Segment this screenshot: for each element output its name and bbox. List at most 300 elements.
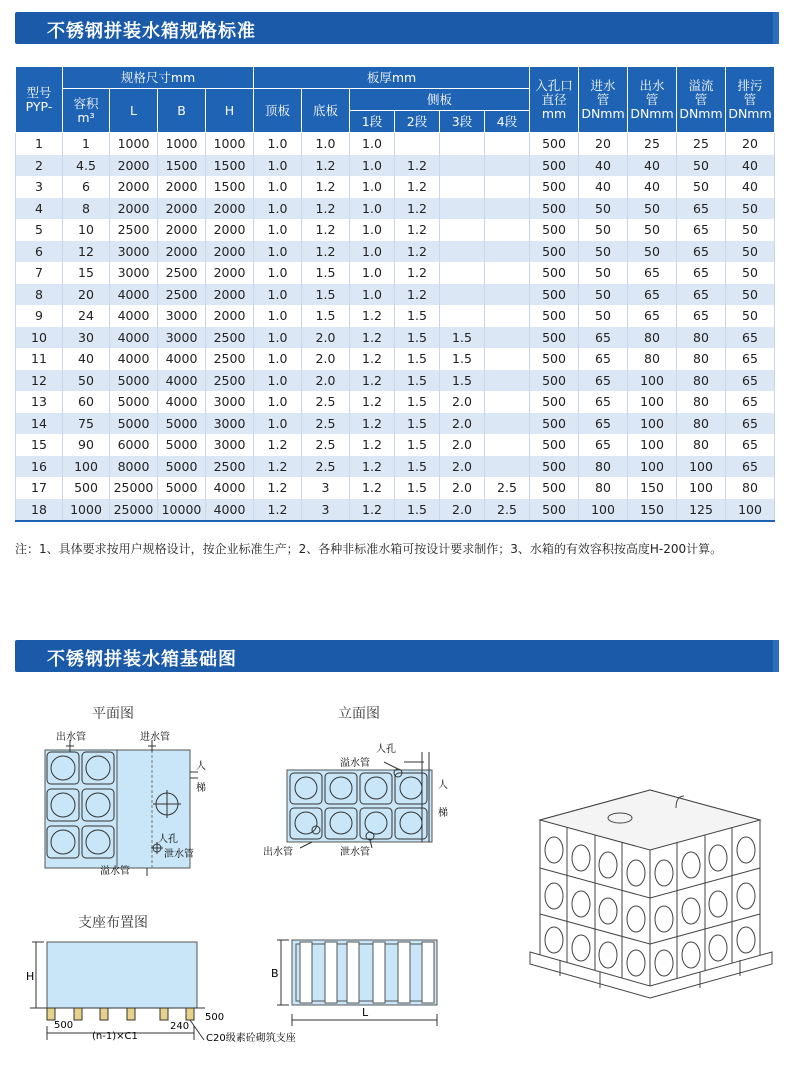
elev-manhole-label: 人孔 (376, 744, 396, 755)
table-cell: 2.0 (440, 456, 485, 478)
table-cell: 1000 (63, 499, 110, 522)
col-group-spec: 规格尺寸mm (63, 67, 254, 89)
table-cell: 1.0 (254, 155, 302, 177)
table-cell: 2000 (206, 284, 254, 306)
support-title: 支座布置图 (78, 915, 148, 931)
table-cell: 4 (16, 198, 63, 220)
table-cell: 80 (677, 391, 726, 413)
table-cell: 2000 (206, 262, 254, 284)
table-cell: 2.0 (302, 370, 350, 392)
table-cell: 1.5 (395, 391, 440, 413)
table-cell: 5000 (110, 370, 158, 392)
table-cell: 16 (16, 456, 63, 478)
table-cell: 3 (16, 176, 63, 198)
col-group-side: 侧板 (350, 89, 530, 111)
table-cell: 25000 (110, 499, 158, 522)
table-cell: 1.2 (395, 219, 440, 241)
elev-outlet-label: 出水管 (263, 847, 293, 858)
table-cell: 1.2 (254, 477, 302, 499)
table-cell: 2000 (110, 198, 158, 220)
table-cell: 1.2 (350, 413, 395, 435)
table-cell: 2500 (158, 262, 206, 284)
table-cell: 500 (530, 133, 579, 155)
table-row (16, 133, 775, 155)
section-title: 不锈钢拼装水箱规格标准 (47, 21, 256, 42)
table-row (16, 198, 775, 220)
table-cell: 50 (628, 241, 677, 263)
table-cell (485, 327, 530, 349)
table-cell (440, 133, 485, 155)
table-cell: 2500 (110, 219, 158, 241)
table-cell: 2000 (158, 176, 206, 198)
table-cell: 20 (726, 133, 775, 155)
table-cell: 65 (677, 241, 726, 263)
table-cell: 4000 (110, 327, 158, 349)
table-cell: 15 (16, 434, 63, 456)
table-cell: 500 (530, 499, 579, 522)
table-cell: 100 (677, 477, 726, 499)
table-cell (485, 456, 530, 478)
table-cell: 4000 (158, 370, 206, 392)
table-cell: 10000 (158, 499, 206, 522)
table-row (16, 413, 775, 435)
table-cell: 1.5 (395, 327, 440, 349)
table-cell: 20 (63, 284, 110, 306)
table-cell: 65 (579, 391, 628, 413)
table-cell: 1.0 (350, 284, 395, 306)
table-cell: 17 (16, 477, 63, 499)
table-cell: 1.2 (302, 176, 350, 198)
col-L: L (110, 89, 158, 133)
table-cell: 1.0 (254, 284, 302, 306)
table-cell: 40 (579, 155, 628, 177)
table-cell: 10 (63, 219, 110, 241)
table-cell: 1500 (158, 155, 206, 177)
table-cell: 3 (302, 499, 350, 522)
table-cell: 2500 (206, 456, 254, 478)
table-cell: 100 (628, 434, 677, 456)
plan-outlet-label: 出水管 (56, 732, 86, 743)
table-cell: 9 (16, 305, 63, 327)
table-cell: 80 (677, 348, 726, 370)
table-cell: 12 (63, 241, 110, 263)
table-cell: 50 (579, 198, 628, 220)
table-cell: 1.2 (395, 284, 440, 306)
table-cell: 1.2 (395, 198, 440, 220)
table-cell: 30 (63, 327, 110, 349)
table-cell: 65 (677, 198, 726, 220)
table-cell: 500 (63, 477, 110, 499)
table-cell: 80 (677, 434, 726, 456)
table-cell: 1.0 (350, 241, 395, 263)
table-cell: 2.5 (302, 413, 350, 435)
table-cell: 40 (63, 348, 110, 370)
table-cell: 4000 (206, 477, 254, 499)
table-cell: 1.0 (254, 413, 302, 435)
table-cell: 2000 (110, 155, 158, 177)
support-dim-500-left: 500 (54, 1020, 74, 1031)
support-L-label: L (362, 1006, 369, 1019)
table-cell: 4.5 (63, 155, 110, 177)
table-cell: 65 (628, 305, 677, 327)
table-cell: 1.5 (302, 284, 350, 306)
section-title-bar-2 (15, 640, 775, 672)
elev-ladder-label-2: 梯 (438, 808, 448, 819)
table-cell: 500 (530, 456, 579, 478)
support-B-label: B (271, 967, 279, 980)
col-volume: 容积 m³ (63, 89, 110, 133)
table-cell: 500 (530, 155, 579, 177)
table-row (16, 477, 775, 499)
table-cell: 1.0 (350, 176, 395, 198)
table-cell: 50 (726, 219, 775, 241)
table-cell: 40 (726, 176, 775, 198)
table-cell: 100 (628, 456, 677, 478)
table-cell: 1.5 (395, 413, 440, 435)
table-cell: 100 (628, 370, 677, 392)
table-cell: 1.5 (395, 499, 440, 522)
table-cell: 1.2 (254, 434, 302, 456)
table-cell: 4000 (110, 284, 158, 306)
table-cell: 100 (726, 499, 775, 522)
table-cell: 65 (628, 262, 677, 284)
table-cell: 1.0 (350, 219, 395, 241)
elev-ladder-label-1: 人 (438, 780, 448, 791)
table-cell: 4000 (110, 305, 158, 327)
table-cell: 5 (16, 219, 63, 241)
table-cell (485, 413, 530, 435)
support-dim-500-right: 500 (205, 1012, 225, 1023)
table-cell: 5000 (158, 456, 206, 478)
support-H-label: H (26, 970, 35, 983)
table-cell: 50 (726, 305, 775, 327)
table-cell: 65 (677, 284, 726, 306)
col-inlet: 进水 管 DNmm (579, 67, 628, 133)
table-cell: 2500 (206, 348, 254, 370)
table-cell: 50 (677, 176, 726, 198)
table-cell: 500 (530, 370, 579, 392)
table-cell: 18 (16, 499, 63, 522)
table-cell: 1.0 (350, 262, 395, 284)
table-cell: 1.0 (254, 176, 302, 198)
table-row (16, 327, 775, 349)
table-cell: 2000 (110, 176, 158, 198)
table-cell: 2000 (158, 219, 206, 241)
table-cell: 1.5 (440, 348, 485, 370)
plan-title: 平面图 (92, 706, 134, 722)
table-cell: 2000 (206, 198, 254, 220)
table-cell: 500 (530, 434, 579, 456)
table-cell: 1.2 (350, 499, 395, 522)
table-cell: 1.2 (350, 434, 395, 456)
table-cell (485, 176, 530, 198)
table-cell: 65 (579, 370, 628, 392)
tank-isometric-illustration (530, 790, 772, 998)
table-cell: 3000 (110, 262, 158, 284)
title-bar-accent (773, 12, 779, 44)
elevation-title: 立面图 (338, 706, 380, 722)
table-cell: 500 (530, 348, 579, 370)
table-cell: 25 (628, 133, 677, 155)
table-cell: 1.0 (254, 370, 302, 392)
table-cell (440, 241, 485, 263)
table-cell: 80 (579, 477, 628, 499)
table-cell: 65 (726, 434, 775, 456)
table-cell: 1.5 (302, 305, 350, 327)
table-cell: 1.5 (395, 434, 440, 456)
table-cell: 50 (63, 370, 110, 392)
table-cell: 50 (628, 198, 677, 220)
table-cell: 50 (726, 284, 775, 306)
table-cell: 2000 (206, 305, 254, 327)
col-group-thickness: 板厚mm (254, 67, 530, 89)
table-cell: 2500 (158, 284, 206, 306)
table-cell: 8 (63, 198, 110, 220)
col-top: 顶板 (254, 89, 302, 133)
table-cell: 4000 (158, 391, 206, 413)
table-cell: 2.5 (302, 456, 350, 478)
table-cell: 1.0 (350, 155, 395, 177)
table-cell (440, 284, 485, 306)
table-cell: 1.2 (254, 499, 302, 522)
table-cell: 50 (628, 219, 677, 241)
table-cell: 1.0 (350, 198, 395, 220)
table-cell: 500 (530, 241, 579, 263)
table-cell: 80 (726, 477, 775, 499)
table-row (16, 155, 775, 177)
table-cell: 13 (16, 391, 63, 413)
spec-table (15, 66, 775, 522)
table-cell: 80 (677, 370, 726, 392)
table-note: 注：1、具体要求按用户规格设计，按企业标准生产；2、各种非标准水箱可按设计要求制作；3、水箱的有效容积按高度H-200计算。 (15, 542, 723, 556)
col-model: 型号 PYP- (16, 67, 63, 133)
plan-ladder-label-2: 梯 (196, 783, 206, 794)
table-cell: 5000 (110, 391, 158, 413)
support-dim-n: (n-1)×C1 (92, 1031, 138, 1042)
table-cell: 100 (628, 413, 677, 435)
table-row (16, 284, 775, 306)
table-cell: 2000 (158, 241, 206, 263)
table-cell: 2.0 (440, 434, 485, 456)
table-cell: 500 (530, 262, 579, 284)
table-cell: 500 (530, 176, 579, 198)
table-cell: 65 (726, 413, 775, 435)
table-cell (440, 198, 485, 220)
table-cell: 1.0 (350, 133, 395, 155)
table-cell: 1.2 (302, 241, 350, 263)
table-cell: 25 (677, 133, 726, 155)
table-cell: 100 (579, 499, 628, 522)
table-cell: 1 (16, 133, 63, 155)
elev-drain-label: 泄水管 (340, 847, 370, 858)
table-cell: 2000 (206, 241, 254, 263)
table-row (16, 262, 775, 284)
table-cell: 1.2 (395, 155, 440, 177)
col-seg3: 3段 (440, 111, 485, 133)
table-cell (485, 370, 530, 392)
table-row (16, 370, 775, 392)
plan-ladder-label-1: 人 (196, 761, 206, 772)
table-cell: 1.2 (395, 241, 440, 263)
table-cell: 6 (16, 241, 63, 263)
table-cell: 24 (63, 305, 110, 327)
table-cell: 50 (579, 284, 628, 306)
table-cell (395, 133, 440, 155)
support-top-view (277, 940, 437, 1026)
table-cell (485, 133, 530, 155)
table-cell: 1.5 (302, 262, 350, 284)
table-cell: 100 (63, 456, 110, 478)
table-cell: 2.5 (302, 434, 350, 456)
table-cell: 2.0 (302, 348, 350, 370)
table-cell: 65 (628, 284, 677, 306)
table-cell: 6 (63, 176, 110, 198)
table-row (16, 241, 775, 263)
table-cell: 1.0 (302, 133, 350, 155)
table-cell: 8000 (110, 456, 158, 478)
table-cell (440, 305, 485, 327)
table-cell: 2.0 (440, 499, 485, 522)
table-cell: 50 (579, 241, 628, 263)
table-cell: 50 (677, 155, 726, 177)
table-cell: 2.0 (302, 327, 350, 349)
table-cell (485, 241, 530, 263)
table-cell: 1.2 (395, 262, 440, 284)
table-cell: 500 (530, 413, 579, 435)
table-cell: 80 (677, 413, 726, 435)
table-cell: 1.2 (395, 176, 440, 198)
table-cell: 2 (16, 155, 63, 177)
table-cell: 1.5 (395, 370, 440, 392)
col-seg2: 2段 (395, 111, 440, 133)
col-manhole: 入孔口 直径 mm (530, 67, 579, 133)
table-cell: 65 (726, 327, 775, 349)
table-cell (485, 284, 530, 306)
table-cell: 80 (628, 327, 677, 349)
table-cell: 65 (677, 305, 726, 327)
table-cell: 2.0 (440, 413, 485, 435)
table-cell: 1.2 (350, 305, 395, 327)
table-cell: 1.2 (350, 348, 395, 370)
table-cell: 100 (677, 456, 726, 478)
table-cell (485, 305, 530, 327)
table-cell: 5000 (158, 434, 206, 456)
table-cell: 50 (579, 219, 628, 241)
table-cell: 5000 (158, 413, 206, 435)
table-cell: 3000 (158, 327, 206, 349)
table-cell: 500 (530, 391, 579, 413)
table-cell: 1.5 (395, 477, 440, 499)
table-cell: 1.2 (302, 155, 350, 177)
table-cell (485, 391, 530, 413)
table-cell: 65 (726, 456, 775, 478)
table-cell: 1.2 (350, 456, 395, 478)
table-cell: 65 (726, 348, 775, 370)
table-cell (485, 348, 530, 370)
table-cell: 11 (16, 348, 63, 370)
table-cell: 1.5 (395, 305, 440, 327)
table-cell: 65 (726, 370, 775, 392)
table-cell: 65 (677, 219, 726, 241)
table-cell: 65 (579, 327, 628, 349)
table-cell: 2500 (206, 327, 254, 349)
table-cell: 6000 (110, 434, 158, 456)
support-dim-240: 240 (170, 1021, 190, 1032)
plan-overflow-label: 溢水管 (100, 866, 130, 877)
table-cell: 2.0 (440, 391, 485, 413)
table-cell (485, 434, 530, 456)
table-cell: 25000 (110, 477, 158, 499)
table-cell: 1.2 (302, 198, 350, 220)
table-cell: 50 (726, 198, 775, 220)
table-cell: 100 (628, 391, 677, 413)
table-cell: 75 (63, 413, 110, 435)
table-cell: 1.0 (254, 391, 302, 413)
table-row (16, 176, 775, 198)
table-cell: 8 (16, 284, 63, 306)
table-cell: 2.5 (485, 499, 530, 522)
table-cell: 1.0 (254, 327, 302, 349)
table-cell: 1.5 (395, 348, 440, 370)
col-outlet: 出水 管 DNmm (628, 67, 677, 133)
table-cell: 1.0 (254, 305, 302, 327)
table-cell: 2.5 (485, 477, 530, 499)
table-cell: 1.2 (350, 327, 395, 349)
table-cell: 1.2 (350, 477, 395, 499)
table-cell: 500 (530, 198, 579, 220)
table-row (16, 391, 775, 413)
table-cell (440, 155, 485, 177)
table-cell: 10 (16, 327, 63, 349)
plan-inlet-label: 进水管 (140, 732, 170, 743)
table-cell: 40 (579, 176, 628, 198)
section-title-bar (15, 12, 775, 44)
table-cell: 14 (16, 413, 63, 435)
table-cell: 1000 (206, 133, 254, 155)
table-cell: 65 (579, 434, 628, 456)
table-cell: 3000 (158, 305, 206, 327)
table-cell: 1.2 (350, 391, 395, 413)
table-cell: 1000 (110, 133, 158, 155)
table-cell (485, 198, 530, 220)
table-cell: 80 (628, 348, 677, 370)
table-cell (485, 219, 530, 241)
table-cell: 1.0 (254, 241, 302, 263)
table-cell: 500 (530, 477, 579, 499)
table-cell: 50 (726, 241, 775, 263)
table-cell: 65 (579, 413, 628, 435)
table-cell: 150 (628, 477, 677, 499)
table-cell: 2000 (206, 219, 254, 241)
table-cell: 4000 (158, 348, 206, 370)
foundation-diagrams (0, 690, 811, 1060)
col-H: H (206, 89, 254, 133)
table-cell: 1.2 (254, 456, 302, 478)
table-cell: 40 (726, 155, 775, 177)
table-cell: 7 (16, 262, 63, 284)
elev-overflow-label: 溢水管 (340, 758, 370, 769)
table-cell (440, 219, 485, 241)
table-cell: 1000 (158, 133, 206, 155)
col-seg4: 4段 (485, 111, 530, 133)
table-cell: 1.5 (395, 456, 440, 478)
table-cell: 40 (628, 176, 677, 198)
table-cell: 2000 (158, 198, 206, 220)
table-row (16, 456, 775, 478)
table-cell: 60 (63, 391, 110, 413)
col-drain: 排污 管 DNmm (726, 67, 775, 133)
table-cell: 3 (302, 477, 350, 499)
